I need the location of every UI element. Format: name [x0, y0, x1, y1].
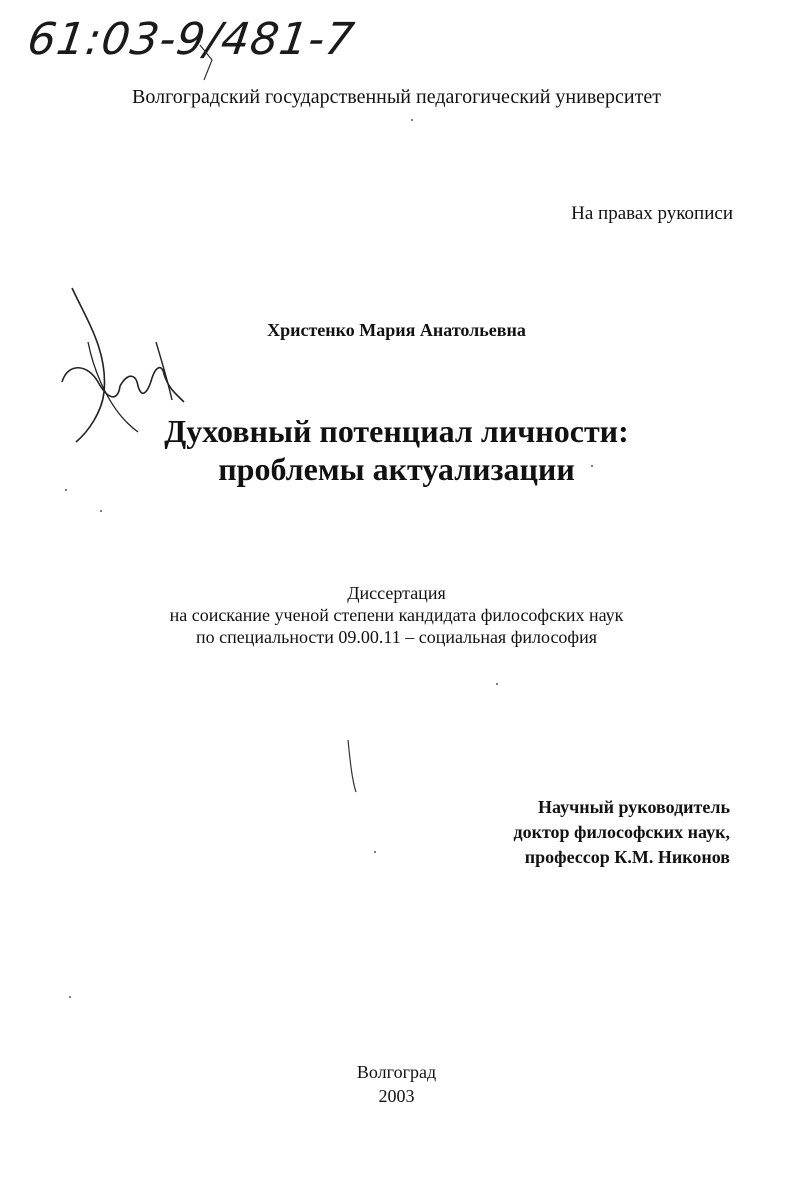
dissertation-title: [0, 412, 793, 488]
scan-dot: [411, 119, 413, 121]
city: Волгоград: [356, 1062, 437, 1082]
scan-dot: [374, 851, 376, 853]
specialty-line: по специальности 09.00.11 – социальная философия: [195, 627, 598, 647]
scientific-supervisor: [513, 795, 730, 870]
scan-dot: [496, 683, 498, 685]
university-name: Волгоградский государственный педагогический университет: [132, 86, 661, 108]
handwritten-catalog-code: 61:03-9/481-7: [24, 14, 358, 65]
supervisor-degree: доктор философских наук,: [513, 822, 730, 842]
title-line-2: проблемы актуализации: [218, 451, 575, 487]
supervisor-label: Научный руководитель: [538, 797, 730, 817]
footer: [0, 1060, 793, 1108]
degree-line: на соискание ученой степени кандидата философских наук: [169, 605, 624, 625]
year: 2003: [378, 1086, 415, 1106]
supervisor-name: профессор К.М. Никонов: [524, 847, 730, 867]
scan-dot: [69, 996, 71, 998]
manuscript-note: На правах рукописи: [571, 203, 733, 224]
scan-stroke: [348, 740, 356, 792]
scan-dot: [65, 489, 67, 491]
title-line-1: Духовный потенциал личности:: [164, 413, 629, 449]
dissertation-label: Диссертация: [347, 583, 446, 603]
author-name: Христенко Мария Анатольевна: [267, 320, 526, 340]
scan-dot: [100, 510, 102, 512]
dissertation-description: [0, 582, 793, 648]
